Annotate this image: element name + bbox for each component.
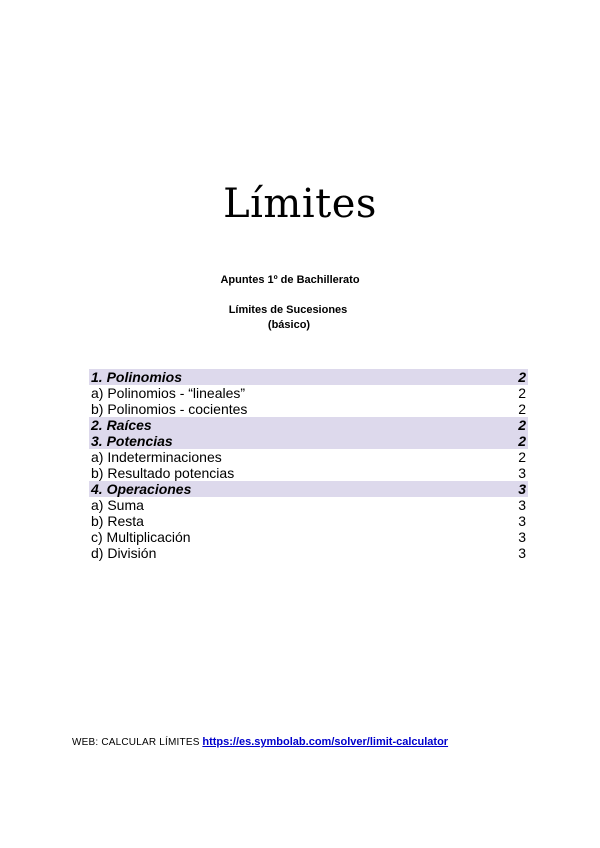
toc-entry-label: b) Polinomios - cocientes (91, 401, 248, 417)
toc-entry-page: 2 (518, 385, 526, 401)
table-of-contents (89, 369, 528, 561)
toc-entry-label: b) Resta (91, 513, 144, 529)
toc-entry-page: 2 (518, 369, 526, 385)
toc-entry-label: a) Polinomios - “lineales” (91, 385, 246, 401)
toc-entry[interactable] (89, 417, 528, 433)
toc-entry[interactable] (89, 529, 528, 545)
toc-entry-page: 3 (518, 481, 526, 497)
toc-entry-page: 3 (518, 545, 526, 561)
toc-entry-label: a) Indeterminaciones (91, 449, 222, 465)
subtitle-topic: Límites de Sucesiones (228, 304, 348, 316)
subtitle-level: (básico) (267, 319, 311, 331)
toc-entry-label: 3. Potencias (91, 433, 173, 449)
subtitle-course: Apuntes 1º de Bachillerato (220, 274, 360, 286)
footer-web-reference (72, 736, 448, 749)
toc-entry-page: 2 (518, 417, 526, 433)
toc-entry-page: 2 (518, 449, 526, 465)
toc-entry-label: a) Suma (91, 497, 144, 513)
toc-entry[interactable] (89, 385, 528, 401)
toc-entry-page: 2 (518, 401, 526, 417)
toc-entry[interactable] (89, 481, 528, 497)
toc-entry[interactable] (89, 465, 528, 481)
toc-entry-page: 2 (518, 433, 526, 449)
calculator-link[interactable]: https://es.symbolab.com/solver/limit-calculator (202, 736, 449, 748)
toc-entry[interactable] (89, 401, 528, 417)
footer-prefix: WEB: CALCULAR LÍMITES (72, 737, 200, 748)
toc-entry[interactable] (89, 513, 528, 529)
toc-entry[interactable] (89, 369, 528, 385)
toc-entry[interactable] (89, 433, 528, 449)
toc-entry-page: 3 (518, 529, 526, 545)
toc-entry-page: 3 (518, 513, 526, 529)
toc-entry-label: 2. Raíces (91, 417, 152, 433)
toc-entry-label: 1. Polinomios (91, 369, 183, 385)
toc-entry[interactable] (89, 449, 528, 465)
toc-entry-label: b) Resultado potencias (91, 465, 235, 481)
toc-entry-label: c) Multiplicación (91, 529, 191, 545)
document-title: Límites (223, 181, 377, 227)
toc-entry[interactable] (89, 545, 528, 561)
toc-entry-label: 4. Operaciones (91, 481, 192, 497)
toc-entry-page: 3 (518, 465, 526, 481)
toc-entry-page: 3 (518, 497, 526, 513)
toc-entry[interactable] (89, 497, 528, 513)
toc-entry-label: d) División (91, 545, 157, 561)
